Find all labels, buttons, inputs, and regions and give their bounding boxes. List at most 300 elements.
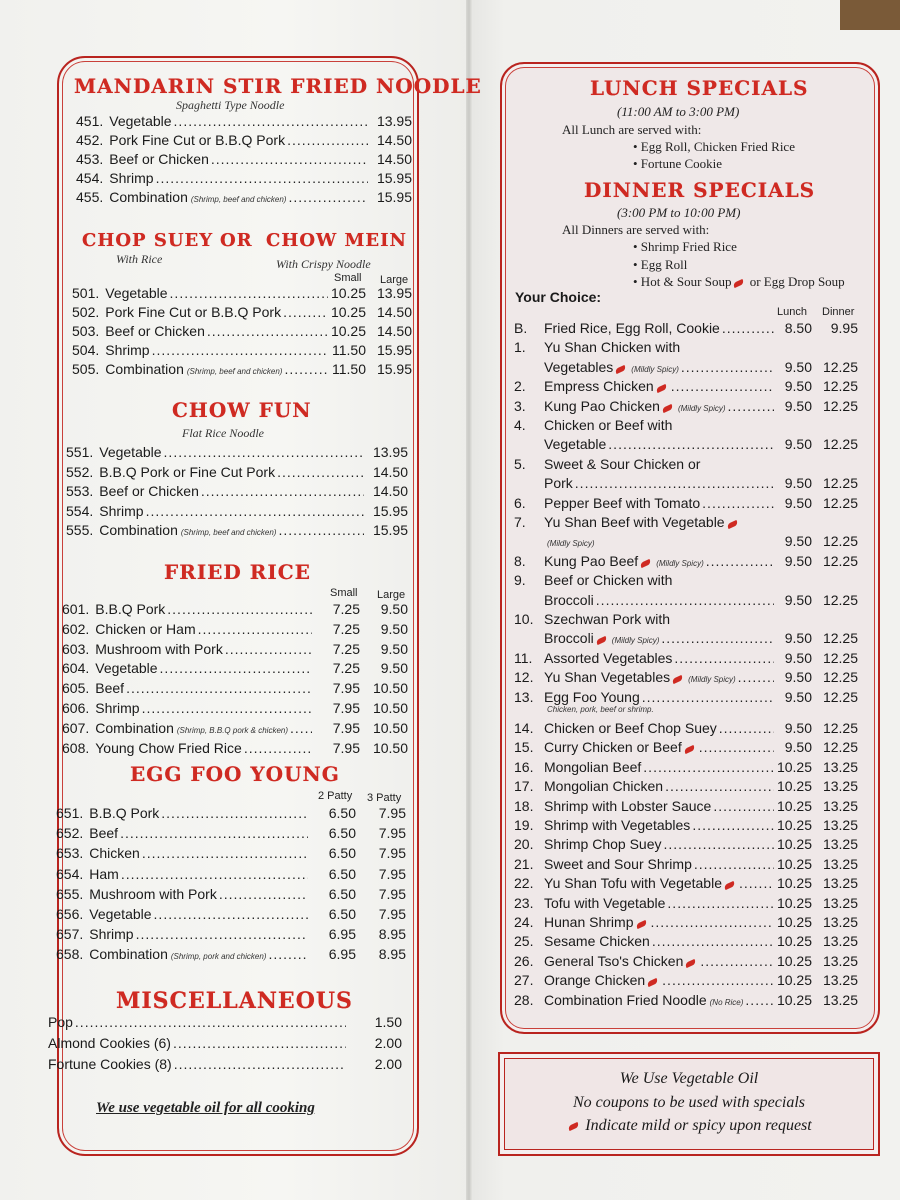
item-name: Shrimp Chop Suey <box>544 836 662 853</box>
item-name: Curry Chicken or Beef <box>544 739 682 756</box>
dot-leader <box>160 660 312 676</box>
special-item-row <box>514 739 858 755</box>
menu-item-row <box>56 825 406 841</box>
item-name: Chicken or Ham <box>95 620 196 637</box>
special-item-row <box>544 475 858 491</box>
item-name: Shrimp with Lobster Sauce <box>544 797 712 814</box>
menu-item-row <box>76 189 412 205</box>
dot-leader <box>702 495 774 511</box>
item-price-large: 8.95 <box>378 926 406 943</box>
item-price-large: 7.95 <box>378 885 406 902</box>
lunch-price: 10.25 <box>776 797 812 814</box>
eggfoo-title: EGG FOO YOUNG <box>130 762 340 786</box>
menu-item-row <box>56 845 406 861</box>
item-number: 504. <box>72 342 100 358</box>
item-name: Assorted Vegetables <box>544 649 673 666</box>
item-name: Shrimp <box>95 700 140 716</box>
friedrice-col-small: Small <box>330 587 358 599</box>
dinner-price: 12.25 <box>822 720 858 736</box>
menu-item-row <box>66 503 408 519</box>
special-item-row <box>514 798 858 814</box>
dot-leader <box>136 926 308 942</box>
item-name: Almond Cookies (6) <box>48 1035 171 1051</box>
item-price: 2.00 <box>374 1056 402 1072</box>
item-price-large: 7.95 <box>378 845 406 862</box>
item-price-small: 7.25 <box>332 660 360 677</box>
menu-item-row <box>48 1035 402 1051</box>
item-number: 658. <box>56 946 84 963</box>
item-price-large: 7.95 <box>378 805 406 821</box>
item-price-large: 10.50 <box>372 719 408 736</box>
item-price-large: 10.50 <box>372 680 408 697</box>
menu-item-row <box>72 342 412 358</box>
info-line-spicy <box>500 1117 878 1135</box>
dinner-price: 13.25 <box>822 875 858 892</box>
menu-item-row <box>66 483 408 499</box>
item-number: 15. <box>514 739 534 756</box>
dot-leader <box>219 886 308 902</box>
item-price-large: 13.95 <box>376 285 412 301</box>
eggfoo-col-3patty: 3 Patty <box>367 792 402 804</box>
menu-item-row <box>62 641 408 657</box>
lunch-price: 9.50 <box>784 494 812 511</box>
lunch-price: 9.50 <box>784 688 812 705</box>
eggfoo-col-2patty: 2 Patty <box>318 790 353 802</box>
dot-leader <box>75 1014 346 1030</box>
special-item-row <box>514 914 858 930</box>
dot-leader <box>667 895 774 911</box>
item-price: 14.50 <box>376 151 412 167</box>
special-item-row <box>514 953 858 969</box>
menu-item-row <box>56 946 406 962</box>
item-price-large: 9.50 <box>380 660 408 677</box>
dot-leader <box>170 285 328 301</box>
dot-leader <box>713 798 774 814</box>
dot-leader <box>174 113 368 129</box>
dinner-bullet-3 <box>633 274 845 290</box>
item-price: 14.50 <box>372 463 408 480</box>
pepper-icon <box>647 978 659 987</box>
special-item-row <box>514 817 858 833</box>
lunch-price: 9.50 <box>784 533 812 550</box>
item-number: 28. <box>514 991 534 1008</box>
menu-item-row <box>56 866 406 882</box>
dinner-served: All Dinners are served with: <box>562 222 710 237</box>
special-item-row <box>514 759 858 775</box>
dot-leader <box>671 378 774 394</box>
item-price-small: 6.50 <box>328 885 356 902</box>
item-name: Chicken or Beef with <box>544 417 673 433</box>
item-price-small: 7.25 <box>332 601 360 617</box>
item-number: 601. <box>62 601 90 617</box>
dot-leader <box>665 778 774 794</box>
item-price-large: 7.95 <box>378 825 406 842</box>
item-number: 3. <box>514 397 526 414</box>
item-number: 656. <box>56 906 84 922</box>
pepper-icon <box>595 636 607 645</box>
dinner-price: 9.95 <box>830 320 858 336</box>
item-name: Vegetable <box>89 906 152 922</box>
item-number: 20. <box>514 836 534 853</box>
item-number: 25. <box>514 933 534 950</box>
dot-leader <box>283 304 328 320</box>
pepper-icon <box>640 559 652 568</box>
dot-leader <box>207 323 328 339</box>
dinner-price: 13.25 <box>822 894 858 911</box>
dot-leader <box>728 398 774 414</box>
menu-item-row <box>62 621 408 637</box>
item-price-large: 10.50 <box>372 739 408 756</box>
item-number: 1. <box>514 339 526 356</box>
lunch-price: 10.25 <box>776 836 812 853</box>
dinner-price: 13.25 <box>822 778 858 795</box>
lunch-price: 9.50 <box>784 436 812 453</box>
menu-item-row <box>72 361 412 377</box>
lunch-price: 9.50 <box>784 397 812 414</box>
dinner-price: 12.25 <box>822 494 858 511</box>
item-number: 27. <box>514 972 534 989</box>
dot-leader <box>664 836 774 852</box>
item-price-small: 11.50 <box>332 342 366 358</box>
item-note: (Mildly Spicy) <box>631 364 679 374</box>
dinner-bullet-3-label: • Hot & Sour Soup <box>633 274 732 289</box>
item-price: 15.95 <box>376 189 412 205</box>
item-name: Vegetable <box>95 660 158 677</box>
item-number: 503. <box>72 323 100 339</box>
item-note: (Mildly Spicy) <box>677 403 726 413</box>
special-item-row <box>544 630 858 646</box>
special-item-row <box>544 533 858 549</box>
lunch-price: 10.25 <box>776 933 812 950</box>
dinner-price: 12.25 <box>822 436 858 453</box>
item-number: 16. <box>514 758 534 775</box>
lunch-price: 10.25 <box>776 952 812 969</box>
dot-leader <box>722 320 774 336</box>
special-item-row <box>514 778 858 794</box>
item-name: Shrimp <box>99 502 144 519</box>
item-number: 21. <box>514 855 534 872</box>
lunch-price: 8.50 <box>784 320 812 336</box>
item-number: 12. <box>514 669 534 686</box>
item-name: Yu Shan Tofu with Vegetable <box>544 875 722 892</box>
item-name-cont: Broccoli <box>544 630 594 647</box>
lunch-price: 9.50 <box>784 358 812 375</box>
menu-item-row <box>76 151 412 167</box>
lunch-price: 10.25 <box>776 778 812 795</box>
item-name: Beef or Chicken <box>109 151 209 167</box>
dot-leader <box>681 359 774 375</box>
dot-leader <box>699 739 774 755</box>
dinner-price: 12.25 <box>822 591 858 608</box>
item-number: 653. <box>56 845 84 862</box>
dot-leader <box>173 1035 346 1051</box>
misc-title: MISCELLANEOUS <box>116 988 353 1014</box>
dinner-price: 12.25 <box>822 397 858 414</box>
dot-leader <box>142 700 312 716</box>
item-note: (Mildly Spicy) <box>547 539 595 549</box>
item-price-large: 7.95 <box>378 865 406 882</box>
item-price-small: 10.25 <box>330 323 366 339</box>
item-number: 554. <box>66 502 94 519</box>
item-number: 455. <box>76 189 104 205</box>
menu-item-row <box>66 444 408 460</box>
item-name: Mongolian Beef <box>544 758 642 775</box>
lunch-price: 10.25 <box>776 972 812 989</box>
mandarin-title: MANDARIN STIR FRIED NOODLE <box>74 74 482 98</box>
item-note: (Shrimp, B.B.Q pork & chicken) <box>176 725 289 735</box>
item-price-large: 14.50 <box>376 323 412 339</box>
item-name: Ham <box>89 865 119 882</box>
item-price: 14.50 <box>376 132 412 148</box>
item-name: Empress Chicken <box>544 378 654 395</box>
item-name: Beef or Chicken <box>105 323 205 339</box>
dot-leader <box>719 720 774 736</box>
item-number: 5. <box>514 455 526 472</box>
lunch-price: 9.50 <box>784 739 812 756</box>
dinner-price: 12.25 <box>822 533 858 550</box>
item-number: 452. <box>76 132 104 148</box>
menu-item-row <box>62 740 408 756</box>
lunch-price: 10.25 <box>776 855 812 872</box>
special-item-row <box>514 720 858 736</box>
menu-item-row <box>72 285 412 301</box>
item-price-large: 7.95 <box>378 906 406 922</box>
item-number: 608. <box>62 739 90 756</box>
friedrice-title: FRIED RICE <box>164 560 311 584</box>
lunch-price: 9.50 <box>784 630 812 647</box>
item-number: 605. <box>62 680 90 697</box>
dinner-price: 12.25 <box>822 475 858 492</box>
item-price-large: 9.50 <box>380 640 408 657</box>
item-number: 655. <box>56 885 84 902</box>
item-name: Mongolian Chicken <box>544 778 664 795</box>
item-name: Beef or Chicken <box>99 483 199 499</box>
dot-leader <box>211 151 368 167</box>
item-note: (Mildly Spicy) <box>611 636 660 646</box>
item-number: 606. <box>62 700 90 716</box>
item-name: Combination <box>99 522 178 538</box>
dot-leader <box>738 669 774 685</box>
chopsuey-sub-rice: With Rice <box>116 252 163 266</box>
special-item-row <box>514 495 858 511</box>
pepper-icon <box>672 675 684 684</box>
dinner-price: 12.25 <box>822 739 858 756</box>
dot-leader <box>674 650 774 666</box>
lunch-price: 9.50 <box>784 649 812 666</box>
dot-leader <box>244 740 312 756</box>
vegetable-oil-note: We use vegetable oil for all cooking <box>96 1100 315 1116</box>
special-item-row <box>514 611 858 627</box>
item-number: 454. <box>76 170 104 186</box>
chopsuey-or: OR <box>220 230 253 251</box>
dot-leader <box>284 361 328 377</box>
item-number: 555. <box>66 522 94 538</box>
item-number: 501. <box>72 285 100 301</box>
item-number: 23. <box>514 894 534 911</box>
dinner-price: 12.25 <box>822 378 858 395</box>
item-number: 607. <box>62 719 90 736</box>
special-item-row <box>514 669 858 685</box>
item-price-small: 6.95 <box>328 946 356 963</box>
dinner-price: 13.25 <box>822 972 858 989</box>
item-name-cont: Pork <box>544 475 573 492</box>
pepper-icon <box>615 365 627 374</box>
menu-item-row <box>66 464 408 480</box>
info-line-spicy-text: Indicate mild or spicy upon request <box>585 1117 812 1134</box>
special-item-row <box>514 650 858 666</box>
item-name: Pork Fine Cut or B.B.Q Pork <box>109 132 286 148</box>
special-item-row <box>514 689 858 705</box>
item-note: Chicken, pork, beef or shrimp. <box>547 705 654 714</box>
lunch-price: 10.25 <box>776 894 812 911</box>
dinner-price: 13.25 <box>822 758 858 775</box>
item-price-large: 9.50 <box>380 601 408 617</box>
item-name: Sesame Chicken <box>544 933 650 950</box>
item-price-small: 7.25 <box>332 620 360 637</box>
item-name: Combination <box>105 361 184 377</box>
item-number: 651. <box>56 805 84 821</box>
lunch-bullet-1: • Egg Roll, Chicken Fried Rice <box>633 139 795 154</box>
item-number: 652. <box>56 825 84 842</box>
dot-leader <box>608 436 774 452</box>
dot-leader <box>167 601 312 617</box>
menu-item-row <box>72 304 412 320</box>
dinner-price: 12.25 <box>822 630 858 647</box>
lunch-price: 9.50 <box>784 475 812 492</box>
item-price: 15.95 <box>372 522 408 538</box>
item-name: B.B.Q Pork <box>95 601 166 617</box>
dot-leader <box>278 522 364 538</box>
item-name: Combination <box>89 946 168 963</box>
item-price: 13.95 <box>376 113 412 129</box>
item-name: Combination <box>95 719 174 736</box>
dinner-price: 13.25 <box>822 817 858 833</box>
chopsuey-col-large: Large <box>380 274 409 286</box>
dot-leader <box>290 720 312 736</box>
item-name-cont: Broccoli <box>544 591 594 608</box>
special-item-row <box>514 856 858 872</box>
dot-leader <box>287 132 368 148</box>
lunch-price: 9.50 <box>784 552 812 569</box>
special-item-row <box>514 378 858 394</box>
lunch-price: 9.50 <box>784 669 812 686</box>
item-name: Pop <box>48 1014 73 1030</box>
dot-leader <box>651 914 775 930</box>
item-price-small: 6.95 <box>328 926 356 943</box>
item-number: 22. <box>514 875 534 892</box>
item-number: 13. <box>514 688 534 705</box>
item-number: 602. <box>62 620 90 637</box>
dinner-bullet-2: • Egg Roll <box>633 257 688 272</box>
item-name: Shrimp <box>89 926 134 943</box>
special-item-row <box>544 359 858 375</box>
item-note: (Mildly Spicy) <box>656 558 704 568</box>
dinner-price: 12.25 <box>822 358 858 375</box>
dinner-price: 13.25 <box>822 855 858 872</box>
item-number: 24. <box>514 914 534 930</box>
dot-leader <box>268 946 308 962</box>
dot-leader <box>652 933 774 949</box>
menu-item-row <box>48 1056 402 1072</box>
item-name: Fried Rice, Egg Roll, Cookie <box>544 320 720 336</box>
menu-item-row <box>76 132 412 148</box>
menu-item-row <box>66 522 408 538</box>
item-note: (Shrimp, beef and chicken) <box>190 195 287 204</box>
item-price-large: 14.50 <box>376 304 412 320</box>
special-item-row <box>544 592 858 608</box>
pepper-icon <box>723 881 735 890</box>
info-line-oil: We Use Vegetable Oil <box>619 1070 759 1087</box>
dot-leader <box>174 1056 346 1072</box>
menu-item-row <box>56 886 406 902</box>
item-name: B.B.Q Pork <box>89 805 160 821</box>
lunch-hours: (11:00 AM to 3:00 PM) <box>617 104 740 119</box>
item-price: 13.95 <box>372 444 408 460</box>
item-name: Fortune Cookies (8) <box>48 1056 172 1072</box>
special-item-row <box>514 895 858 911</box>
special-item-row <box>514 339 858 355</box>
item-note: (Mildly Spicy) <box>688 675 736 685</box>
item-price-small: 7.95 <box>332 680 360 697</box>
dinner-price: 13.25 <box>822 914 858 930</box>
dot-leader <box>596 592 774 608</box>
chowfun-subtitle: Flat Rice Noodle <box>182 426 264 440</box>
item-name: Chicken or Beef Chop Suey <box>544 720 717 736</box>
lunch-price: 10.25 <box>776 914 812 930</box>
item-name: Yu Shan Beef with Vegetable <box>544 514 725 530</box>
item-price-small: 6.50 <box>328 865 356 882</box>
pepper-icon <box>683 745 695 754</box>
dot-leader <box>700 953 774 969</box>
item-price-large: 8.95 <box>378 946 406 963</box>
item-price-large: 15.95 <box>376 361 412 377</box>
col-lunch: Lunch <box>777 306 807 318</box>
lunch-price: 10.25 <box>776 991 812 1008</box>
menu-item-row <box>62 601 408 617</box>
item-price-small: 6.50 <box>328 825 356 842</box>
special-item-row <box>514 417 858 433</box>
dinner-price: 13.25 <box>822 991 858 1008</box>
item-name: Vegetable <box>105 285 168 301</box>
item-name: Combination Fried Noodle <box>544 991 707 1008</box>
special-item-row <box>514 456 858 472</box>
item-number: 453. <box>76 151 104 167</box>
dot-leader <box>706 553 774 569</box>
item-number: 654. <box>56 865 84 882</box>
dot-leader <box>692 817 774 833</box>
item-price-small: 6.50 <box>328 906 356 922</box>
item-name: Sweet & Sour Chicken or <box>544 455 701 472</box>
item-number: 553. <box>66 483 94 499</box>
menu-item-row <box>76 113 412 129</box>
dot-leader <box>642 689 774 705</box>
dot-leader <box>662 972 774 988</box>
special-item-row <box>514 875 858 891</box>
item-number: 18. <box>514 797 534 814</box>
pepper-icon <box>726 520 738 529</box>
item-price-small: 7.95 <box>332 700 360 716</box>
menu-item-row <box>56 805 406 821</box>
item-number: 9. <box>514 572 526 589</box>
col-dinner: Dinner <box>822 306 855 318</box>
item-number: 17. <box>514 778 534 795</box>
dinner-price: 13.25 <box>822 836 858 853</box>
info-box <box>498 1052 880 1156</box>
chowfun-title: CHOW FUN <box>172 398 312 422</box>
item-price-small: 11.50 <box>332 361 366 377</box>
item-number: 551. <box>66 444 94 460</box>
menu-item-row <box>62 660 408 676</box>
